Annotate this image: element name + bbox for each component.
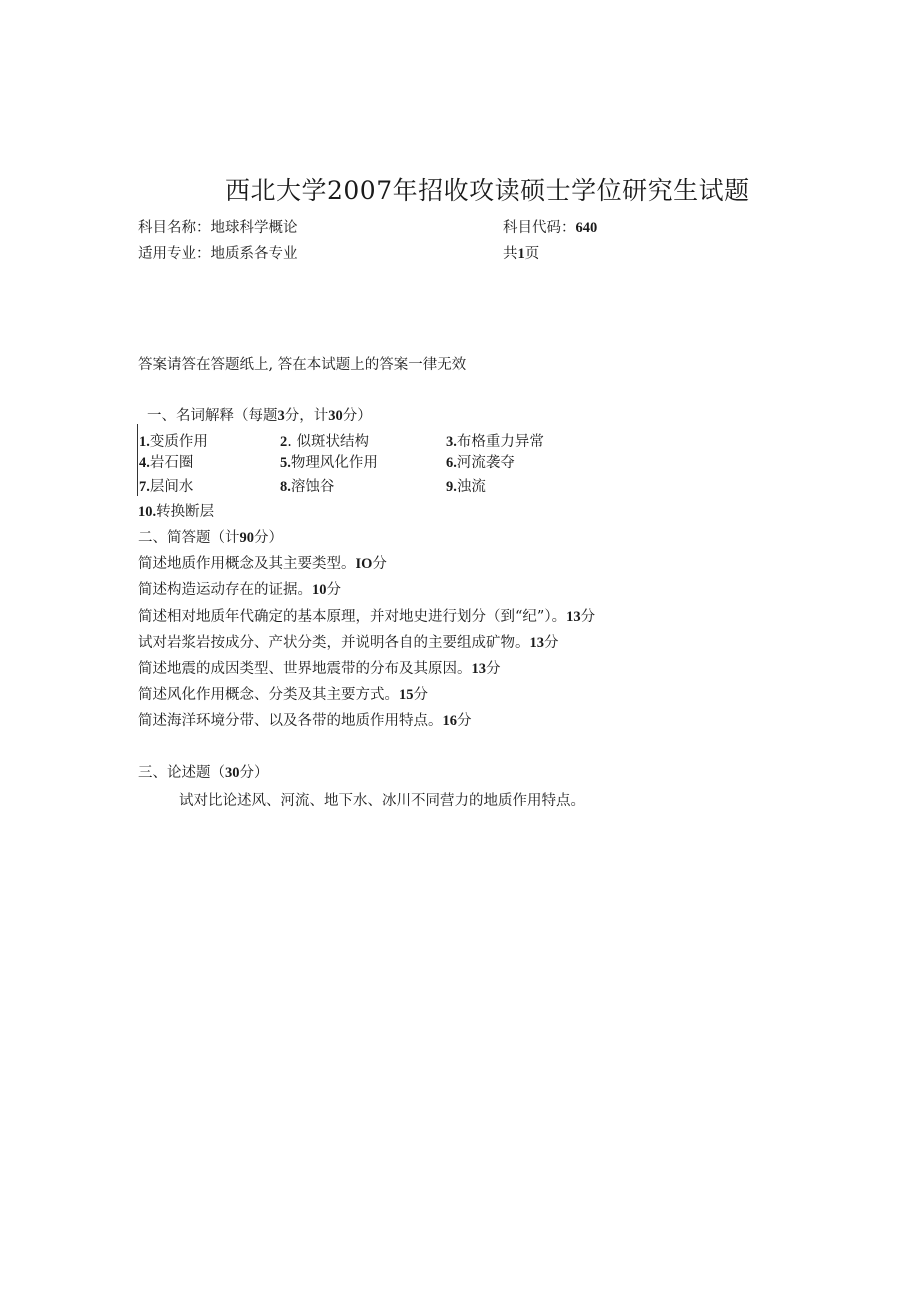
term-item: 10.转换断层: [138, 504, 215, 520]
term-item: 3.布格重力异常: [446, 434, 544, 450]
page-count: 共1页: [503, 246, 540, 262]
term-item: 7.层间水: [139, 479, 194, 495]
section3-heading: 三、论述题（30分）: [138, 765, 269, 781]
subject-name: 科目名称：地球科学概论: [138, 220, 298, 236]
applicable-major: 适用专业：地质系各专业: [138, 246, 298, 262]
margin-line: [137, 424, 138, 496]
question-item: 简述地质作用概念及其主要类型。IO分: [138, 556, 387, 572]
question-item: 试对岩浆岩按成分、产状分类，并说明各自的主要组成矿物。13分: [138, 635, 559, 651]
term-item: 9.浊流: [446, 479, 486, 495]
exam-title: 西北大学2007年招收攻读硕士学位研究生试题: [225, 176, 750, 205]
question-item: 简述风化作用概念、分类及其主要方式。15分: [138, 687, 428, 703]
section2-heading: 二、简答题（计90分）: [138, 530, 283, 546]
question-item: 简述海洋环境分带、以及各带的地质作用特点。16分: [138, 713, 472, 729]
section1-heading: 一、名词解释（每题3分，计30分）: [147, 408, 372, 424]
term-item: 8.溶蚀谷: [280, 479, 335, 495]
question-item: 简述构造运动存在的证据。10分: [138, 582, 341, 598]
term-item: 1.变质作用: [139, 434, 208, 450]
term-item: 2. 似斑状结构: [280, 434, 369, 450]
term-item: 6.河流袭夺: [446, 455, 515, 471]
question-item: 简述相对地质年代确定的基本原理，并对地史进行划分（到“纪”）。13分: [138, 609, 596, 625]
question-item: 简述地震的成因类型、世界地震带的分布及其原因。13分: [138, 661, 501, 677]
answer-notice: 答案请答在答题纸上, 答在本试题上的答案一律无效: [138, 357, 467, 373]
term-item: 5.物理风化作用: [280, 455, 378, 471]
essay-question: 试对比论述风、河流、地下水、冰川不同营力的地质作用特点。: [179, 793, 585, 809]
term-item: 4.岩石圈: [139, 455, 194, 471]
subject-code: 科目代码：640: [503, 220, 598, 236]
